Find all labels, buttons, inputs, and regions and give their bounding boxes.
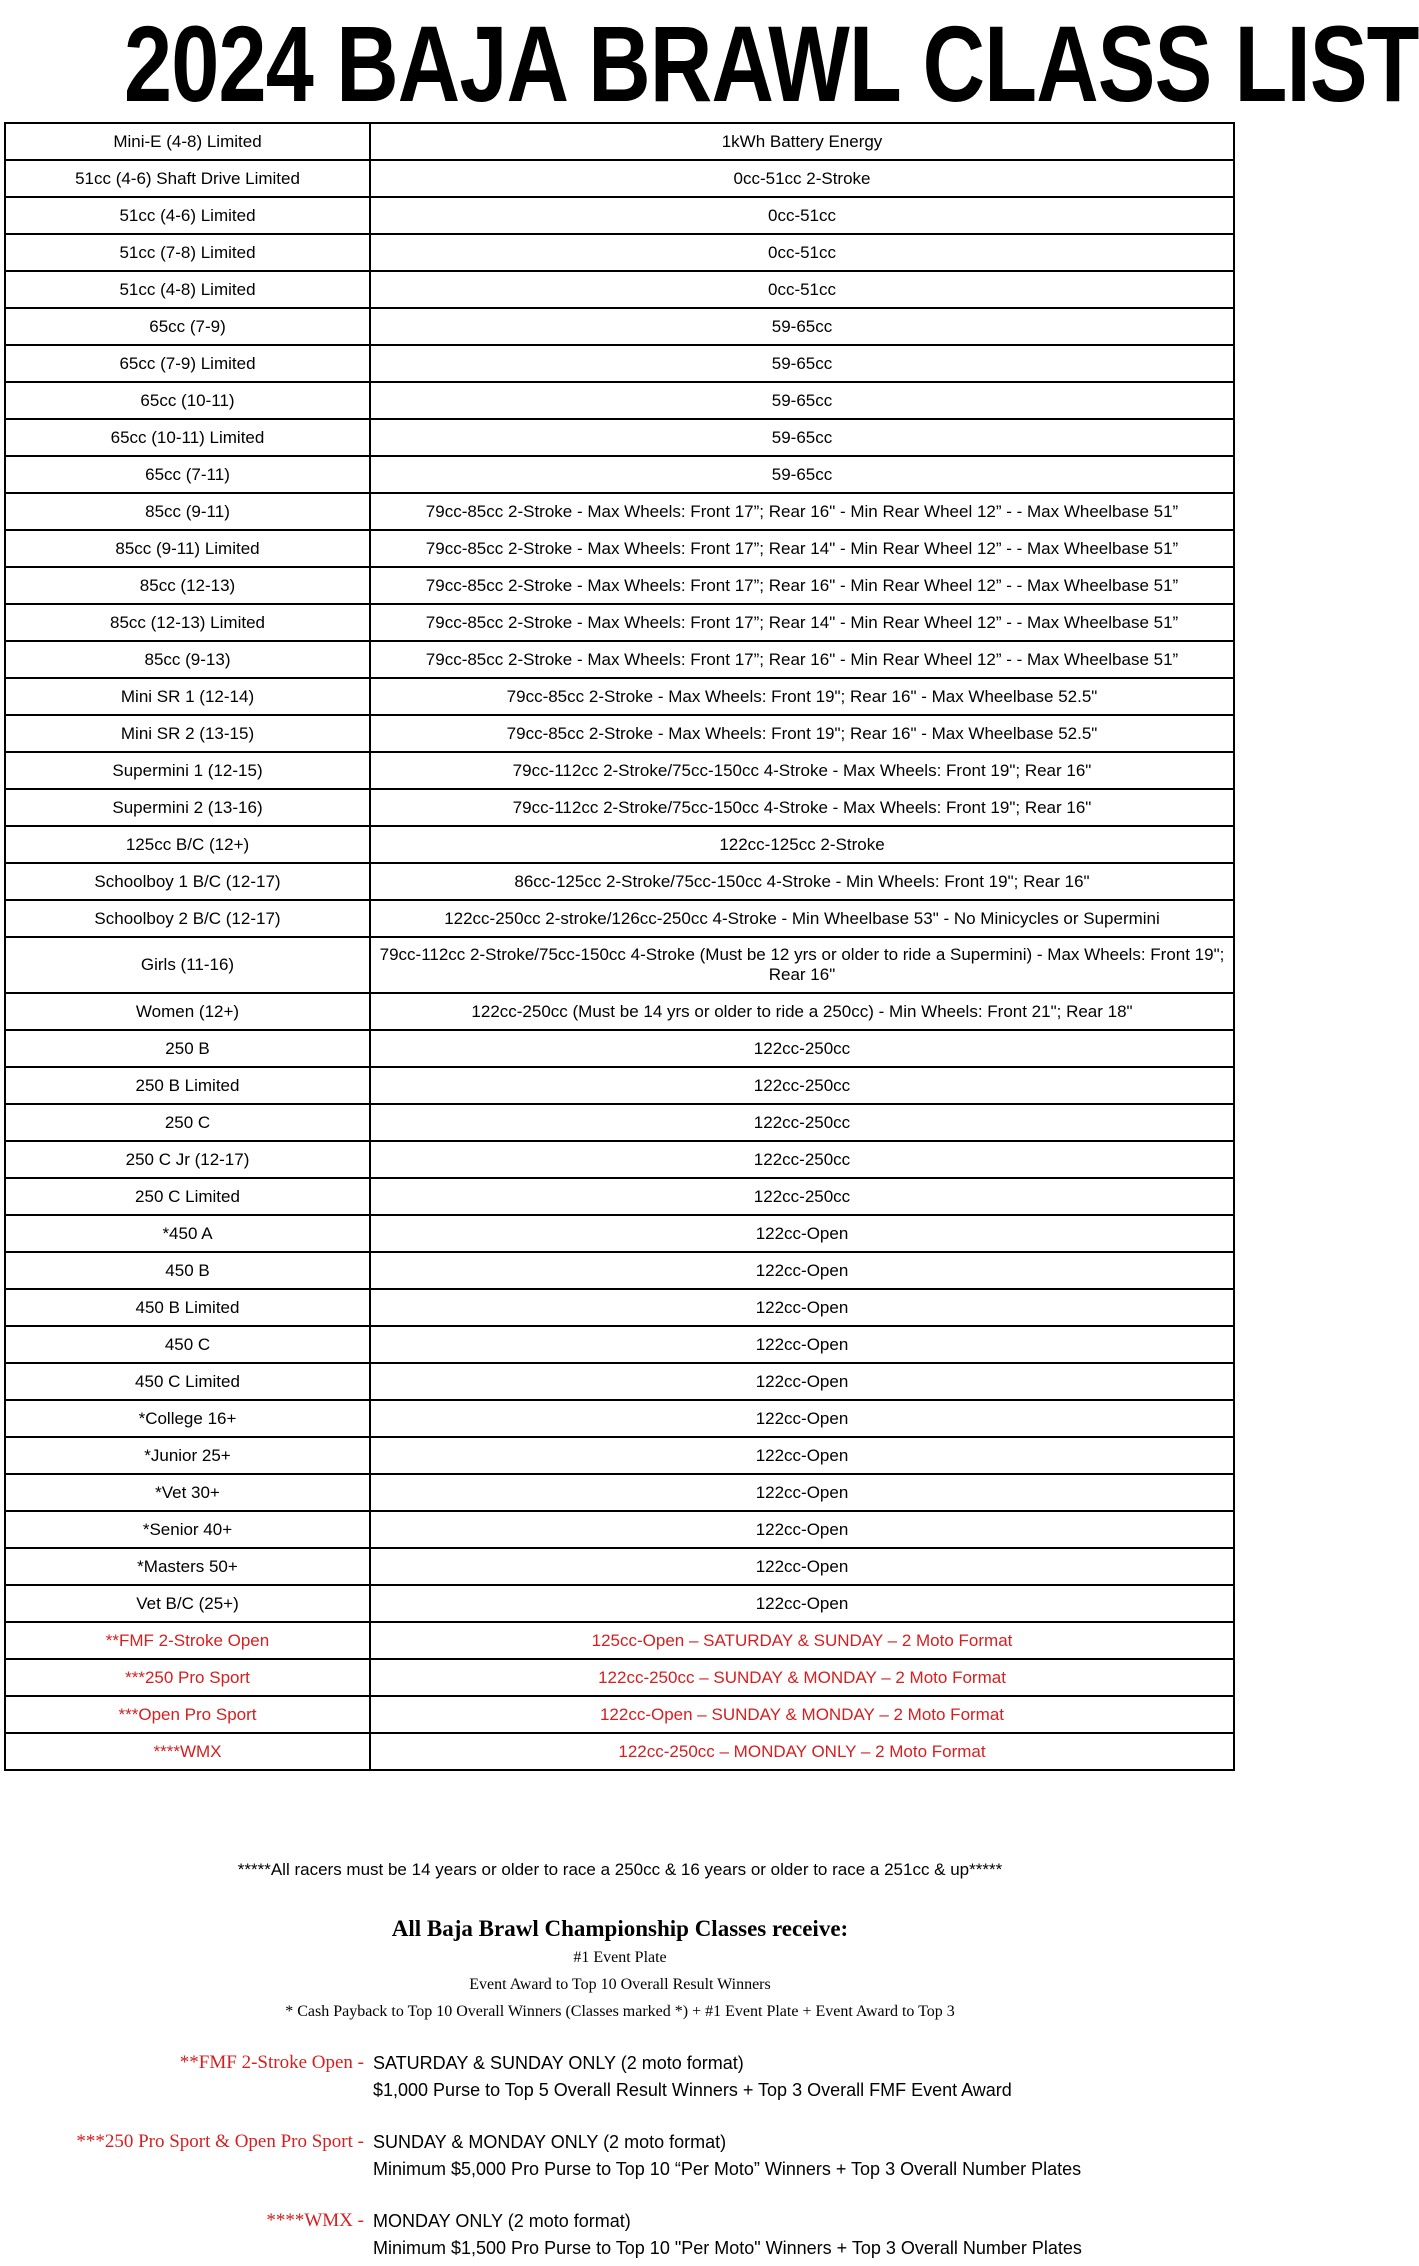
class-name: Schoolboy 2 B/C (12-17): [5, 900, 370, 937]
class-row: [5, 1289, 1234, 1326]
class-name: 85cc (9-13): [5, 641, 370, 678]
class-row: [5, 419, 1234, 456]
class-spec: 122cc-Open: [370, 1215, 1234, 1252]
class-table-body: [5, 123, 1234, 1770]
fmf-purse: $1,000 Purse to Top 5 Overall Result Winners + Top 3 Overall FMF Event Award: [373, 2080, 1012, 2100]
class-row: [5, 1215, 1234, 1252]
class-name: ***Open Pro Sport: [5, 1696, 370, 1733]
class-name: *Vet 30+: [5, 1474, 370, 1511]
class-row: [5, 937, 1234, 993]
class-spec: 79cc-112cc 2-Stroke/75cc-150cc 4-Stroke (Must be 12 yrs or older to ride a Supermini) - Max Wheels: Front 19"; Rear 16": [370, 937, 1234, 993]
class-row: [5, 1733, 1234, 1770]
class-row: [5, 530, 1234, 567]
class-row: [5, 234, 1234, 271]
class-spec: 122cc-250cc – MONDAY ONLY – 2 Moto Format: [370, 1733, 1234, 1770]
class-spec: 59-65cc: [370, 308, 1234, 345]
class-spec: 122cc-250cc: [370, 1030, 1234, 1067]
class-spec: 122cc-Open: [370, 1400, 1234, 1437]
class-spec: 122cc-250cc: [370, 1178, 1234, 1215]
class-name: 51cc (4-6) Limited: [5, 197, 370, 234]
class-name: 450 B: [5, 1252, 370, 1289]
championship-line: Event Award to Top 10 Overall Result Winners: [469, 1976, 771, 1993]
class-spec: 0cc-51cc: [370, 271, 1234, 308]
class-name: Girls (11-16): [5, 937, 370, 993]
pro-sport-info: [373, 2129, 1081, 2183]
class-row: [5, 1363, 1234, 1400]
class-name: Schoolboy 1 B/C (12-17): [5, 863, 370, 900]
class-name: 450 C Limited: [5, 1363, 370, 1400]
class-row: [5, 752, 1234, 789]
class-name: 125cc B/C (12+): [5, 826, 370, 863]
class-spec: 122cc-Open: [370, 1437, 1234, 1474]
pro-sport-label: ***250 Pro Sport & Open Pro Sport -: [76, 2131, 364, 2152]
class-name: Mini-E (4-8) Limited: [5, 123, 370, 160]
class-spec: 86cc-125cc 2-Stroke/75cc-150cc 4-Stroke - Min Wheels: Front 19"; Rear 16": [370, 863, 1234, 900]
class-spec: 79cc-112cc 2-Stroke/75cc-150cc 4-Stroke - Max Wheels: Front 19"; Rear 16": [370, 752, 1234, 789]
fmf-schedule: SATURDAY & SUNDAY ONLY (2 moto format): [373, 2053, 744, 2073]
fmf-label: **FMF 2-Stroke Open -: [179, 2052, 364, 2073]
class-row: [5, 1622, 1234, 1659]
class-spec: 122cc-Open: [370, 1585, 1234, 1622]
class-spec: 59-65cc: [370, 419, 1234, 456]
class-name: Vet B/C (25+): [5, 1585, 370, 1622]
class-spec: 79cc-85cc 2-Stroke - Max Wheels: Front 17”; Rear 16" - Min Rear Wheel 12” - - Max Wheelbase 51”: [370, 567, 1234, 604]
championship-line: * Cash Payback to Top 10 Overall Winners (Classes marked *) + #1 Event Plate + Event Award to Top 3: [285, 2003, 955, 2020]
class-name: ***250 Pro Sport: [5, 1659, 370, 1696]
class-spec: 79cc-112cc 2-Stroke/75cc-150cc 4-Stroke - Max Wheels: Front 19"; Rear 16": [370, 789, 1234, 826]
class-spec: 122cc-250cc: [370, 1104, 1234, 1141]
class-spec: 122cc-Open: [370, 1511, 1234, 1548]
class-row: [5, 1067, 1234, 1104]
class-name: 450 C: [5, 1326, 370, 1363]
class-row: [5, 1252, 1234, 1289]
class-table: [4, 122, 1235, 1771]
class-name: 51cc (4-6) Shaft Drive Limited: [5, 160, 370, 197]
class-name: 85cc (9-11): [5, 493, 370, 530]
class-spec: 79cc-85cc 2-Stroke - Max Wheels: Front 19"; Rear 16" - Max Wheelbase 52.5": [370, 678, 1234, 715]
class-name: 85cc (12-13): [5, 567, 370, 604]
class-name: 65cc (10-11): [5, 382, 370, 419]
class-name: **FMF 2-Stroke Open: [5, 1622, 370, 1659]
class-name: 65cc (7-11): [5, 456, 370, 493]
class-name: 65cc (7-9): [5, 308, 370, 345]
class-row: [5, 1474, 1234, 1511]
class-row: [5, 789, 1234, 826]
class-row: [5, 863, 1234, 900]
class-name: *450 A: [5, 1215, 370, 1252]
class-name: *Masters 50+: [5, 1548, 370, 1585]
class-name: *Junior 25+: [5, 1437, 370, 1474]
pro-sport-schedule: SUNDAY & MONDAY ONLY (2 moto format): [373, 2132, 727, 2152]
class-spec: 122cc-250cc: [370, 1141, 1234, 1178]
class-row: [5, 715, 1234, 752]
class-spec: 122cc-250cc: [370, 1067, 1234, 1104]
class-row: [5, 1511, 1234, 1548]
class-row: [5, 1030, 1234, 1067]
class-name: Supermini 2 (13-16): [5, 789, 370, 826]
class-row: [5, 1178, 1234, 1215]
class-row: [5, 456, 1234, 493]
class-row: [5, 1104, 1234, 1141]
class-row: [5, 271, 1234, 308]
class-spec: 122cc-Open: [370, 1474, 1234, 1511]
age-footnote: *****All racers must be 14 years or older to race a 250cc & 16 years or older to race a 251cc & up*****: [237, 1860, 1003, 1879]
class-spec: 122cc-Open: [370, 1252, 1234, 1289]
wmx-label: ****WMX -: [266, 2210, 364, 2231]
class-spec: 79cc-85cc 2-Stroke - Max Wheels: Front 17”; Rear 14" - Min Rear Wheel 12” - - Max Wheelbase 51”: [370, 530, 1234, 567]
class-row: [5, 1326, 1234, 1363]
wmx-schedule: MONDAY ONLY (2 moto format): [373, 2211, 631, 2231]
class-row: [5, 1141, 1234, 1178]
class-spec: 0cc-51cc 2-Stroke: [370, 160, 1234, 197]
class-spec: 1kWh Battery Energy: [370, 123, 1234, 160]
class-spec: 0cc-51cc: [370, 197, 1234, 234]
class-row: [5, 197, 1234, 234]
class-name: 250 C: [5, 1104, 370, 1141]
class-row: [5, 1548, 1234, 1585]
class-spec: 122cc-125cc 2-Stroke: [370, 826, 1234, 863]
page-title: 2024 BAJA BRAWL CLASS LIST: [124, 3, 1419, 124]
championship-line: #1 Event Plate: [573, 1949, 667, 1966]
class-spec: 122cc-Open: [370, 1289, 1234, 1326]
class-row: [5, 993, 1234, 1030]
class-row: [5, 900, 1234, 937]
class-name: *College 16+: [5, 1400, 370, 1437]
class-spec: 122cc-250cc (Must be 14 yrs or older to ride a 250cc) - Min Wheels: Front 21"; Rear 18": [370, 993, 1234, 1030]
class-row: [5, 160, 1234, 197]
class-name: Supermini 1 (12-15): [5, 752, 370, 789]
class-name: 250 C Jr (12-17): [5, 1141, 370, 1178]
class-name: 51cc (7-8) Limited: [5, 234, 370, 271]
class-spec: 59-65cc: [370, 382, 1234, 419]
class-name: 85cc (9-11) Limited: [5, 530, 370, 567]
class-name: 51cc (4-8) Limited: [5, 271, 370, 308]
class-row: [5, 1400, 1234, 1437]
class-spec: 122cc-Open: [370, 1363, 1234, 1400]
class-row: [5, 567, 1234, 604]
class-spec: 59-65cc: [370, 345, 1234, 382]
class-spec: 59-65cc: [370, 456, 1234, 493]
class-row: [5, 604, 1234, 641]
class-row: [5, 382, 1234, 419]
class-row: [5, 493, 1234, 530]
pro-sport-purse: Minimum $5,000 Pro Purse to Top 10 “Per Moto” Winners + Top 3 Overall Number Plates: [373, 2159, 1082, 2179]
class-spec: 122cc-Open: [370, 1548, 1234, 1585]
class-row: [5, 308, 1234, 345]
class-row: [5, 1585, 1234, 1622]
class-name: 85cc (12-13) Limited: [5, 604, 370, 641]
class-spec: 122cc-250cc 2-stroke/126cc-250cc 4-Stroke - Min Wheelbase 53" - No Minicycles or Supermini: [370, 900, 1234, 937]
class-row: [5, 1696, 1234, 1733]
class-row: [5, 641, 1234, 678]
class-name: 65cc (7-9) Limited: [5, 345, 370, 382]
class-row: [5, 123, 1234, 160]
class-name: 250 C Limited: [5, 1178, 370, 1215]
class-row: [5, 1659, 1234, 1696]
class-spec: 79cc-85cc 2-Stroke - Max Wheels: Front 17”; Rear 16" - Min Rear Wheel 12” - - Max Wheelbase 51”: [370, 493, 1234, 530]
class-row: [5, 1437, 1234, 1474]
class-name: Mini SR 1 (12-14): [5, 678, 370, 715]
class-spec: 125cc-Open – SATURDAY & SUNDAY – 2 Moto Format: [370, 1622, 1234, 1659]
class-name: Women (12+): [5, 993, 370, 1030]
class-name: 250 B: [5, 1030, 370, 1067]
class-name: *Senior 40+: [5, 1511, 370, 1548]
class-spec: 122cc-Open: [370, 1326, 1234, 1363]
class-row: [5, 826, 1234, 863]
fmf-info: [373, 2050, 1012, 2104]
class-spec: 0cc-51cc: [370, 234, 1234, 271]
wmx-info: [373, 2208, 1082, 2262]
championship-heading: All Baja Brawl Championship Classes receive:: [391, 1916, 849, 1941]
class-row: [5, 345, 1234, 382]
class-spec: 79cc-85cc 2-Stroke - Max Wheels: Front 17”; Rear 14" - Min Rear Wheel 12” - - Max Wheelbase 51”: [370, 604, 1234, 641]
class-name: Mini SR 2 (13-15): [5, 715, 370, 752]
class-spec: 79cc-85cc 2-Stroke - Max Wheels: Front 17”; Rear 16" - Min Rear Wheel 12” - - Max Wheelbase 51”: [370, 641, 1234, 678]
class-name: 250 B Limited: [5, 1067, 370, 1104]
class-row: [5, 678, 1234, 715]
class-spec: 122cc-Open – SUNDAY & MONDAY – 2 Moto Format: [370, 1696, 1234, 1733]
class-name: 450 B Limited: [5, 1289, 370, 1326]
class-spec: 122cc-250cc – SUNDAY & MONDAY – 2 Moto Format: [370, 1659, 1234, 1696]
class-name: ****WMX: [5, 1733, 370, 1770]
class-name: 65cc (10-11) Limited: [5, 419, 370, 456]
class-spec: 79cc-85cc 2-Stroke - Max Wheels: Front 19"; Rear 16" - Max Wheelbase 52.5": [370, 715, 1234, 752]
wmx-purse: Minimum $1,500 Pro Purse to Top 10 "Per Moto" Winners + Top 3 Overall Number Plates: [373, 2238, 1082, 2258]
